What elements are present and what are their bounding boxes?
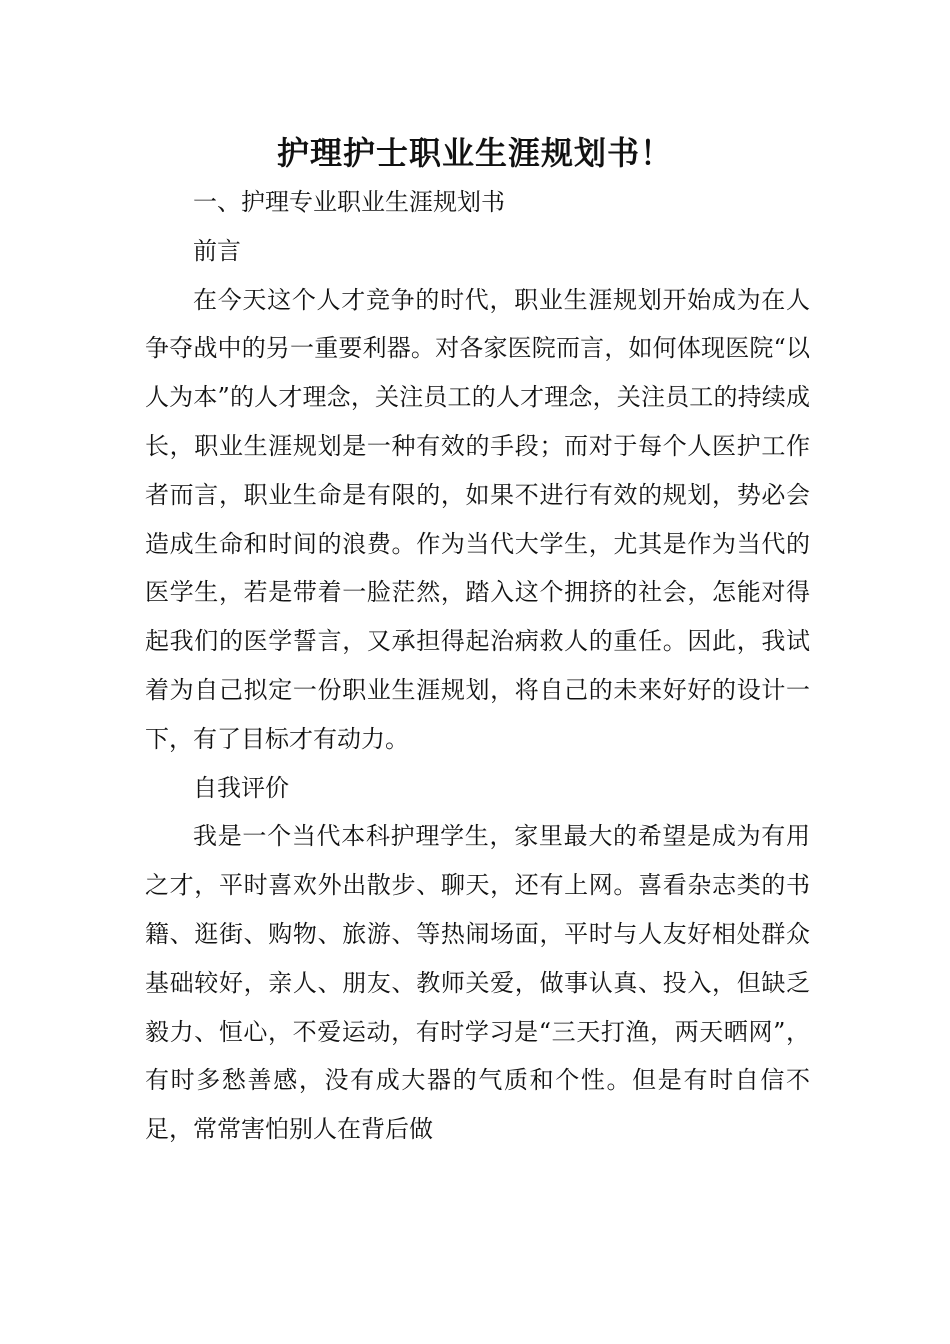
document-title: 护理护士职业生涯规划书！ [276, 134, 673, 172]
section-heading: 一、护理专业职业生涯规划书 [193, 188, 505, 216]
paragraph-self-evaluation: 我是一个当代本科护理学生，家里最大的希望是成为有用之才，平时喜欢外出散步、聊天，还有上网。喜看杂志类的书籍、逛街、购物、旅游、等热闹场面，平时与人友好相处群众基础较好，亲人、朋友、教师关爱，做事认真、投入，但缺乏毅力、恒心，不爱运动，有时学习是“三天打渔，两天晒网”，有时多愁善感，没有成大器的气质和个性。但是有时自信不足，常常害怕别人在背后做 [145, 822, 810, 1144]
subheading-self-evaluation: 自我评价 [193, 773, 289, 802]
document-body [145, 178, 810, 1154]
subheading-preface: 前言 [193, 236, 241, 265]
paragraph-preface: 在今天这个人才竞争的时代，职业生涯规划开始成为在人争夺战中的另一重要利器。对各家医院而言，如何体现医院“以人为本”的人才理念，关注员工的人才理念，关注员工的持续成长，职业生涯规划是一种有效的手段；而对于每个人医护工作者而言，职业生命是有限的，如果不进行有效的规划，势必会造成生命和时间的浪费。作为当代大学生，尤其是作为当代的医学生，若是带着一脸茫然，踏入这个拥挤的社会，怎能对得起我们的医学誓言，又承担得起治病救人的重任。因此，我试着为自己拟定一份职业生涯规划，将自己的未来好好的设计一下，有了目标才有动力。 [145, 285, 810, 753]
